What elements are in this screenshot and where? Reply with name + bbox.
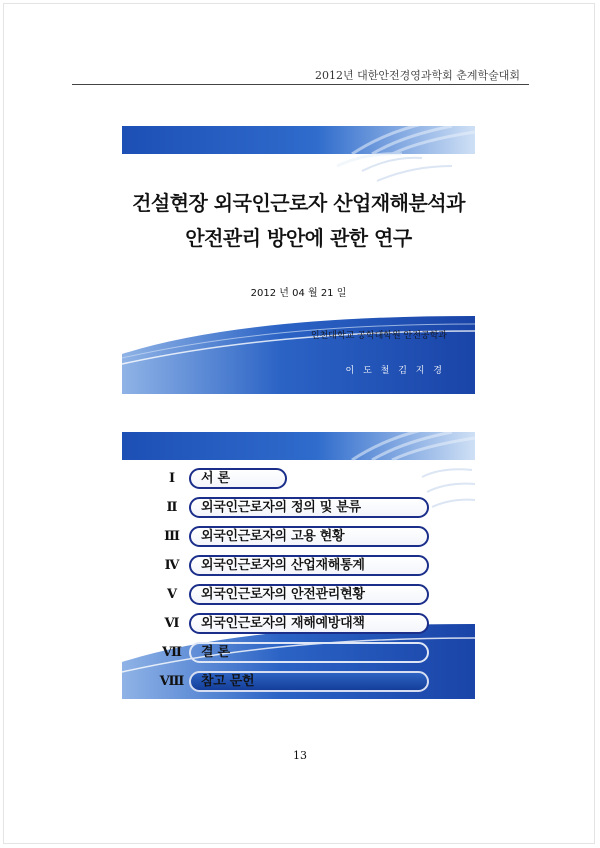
slide-title-line-1: 건설현장 외국인근로자 산업재해분석과 — [132, 191, 465, 215]
toc-label: 외국인근로자의 안전관리현황 — [189, 584, 429, 605]
toc-label: 외국인근로자의 재해예방대책 — [189, 613, 429, 634]
toc-label: 참고 문헌 — [189, 671, 429, 692]
header-rule — [72, 84, 529, 85]
toc-label: 외국인근로자의 고용 현황 — [189, 526, 429, 547]
toc-number: Ⅵ — [164, 616, 180, 631]
toc-label: 서 론 — [189, 468, 287, 489]
toc-number: Ⅲ — [164, 529, 180, 544]
header-conference-title: 2012년 대한안전경영과학회 춘계학술대회 — [314, 69, 520, 82]
toc-label: 외국인근로자의 정의 및 분류 — [189, 497, 429, 518]
slide-title-line-2: 안전관리 방안에 관한 연구 — [185, 226, 412, 250]
title-slide — [122, 126, 475, 394]
toc-number: Ⅷ — [159, 674, 185, 689]
toc-number: Ⅴ — [166, 587, 178, 602]
presentation-date: 2012 년 04 월 21 일 — [250, 288, 347, 299]
toc-number: Ⅶ — [162, 645, 182, 660]
toc-number: Ⅳ — [164, 558, 180, 573]
authors: 이 도 철 김 지 경 — [345, 366, 445, 376]
toc-number: Ⅰ — [168, 471, 176, 486]
toc-label: 결 론 — [189, 642, 429, 663]
toc-slide — [122, 432, 475, 699]
title-slide-background — [122, 126, 475, 394]
toc-label: 외국인근로자의 산업재해통계 — [189, 555, 429, 576]
page-number: 13 — [293, 749, 307, 762]
toc-number: Ⅱ — [166, 500, 178, 515]
affiliation: 인천대학교 공학대학원 안전공학과 — [310, 331, 447, 341]
